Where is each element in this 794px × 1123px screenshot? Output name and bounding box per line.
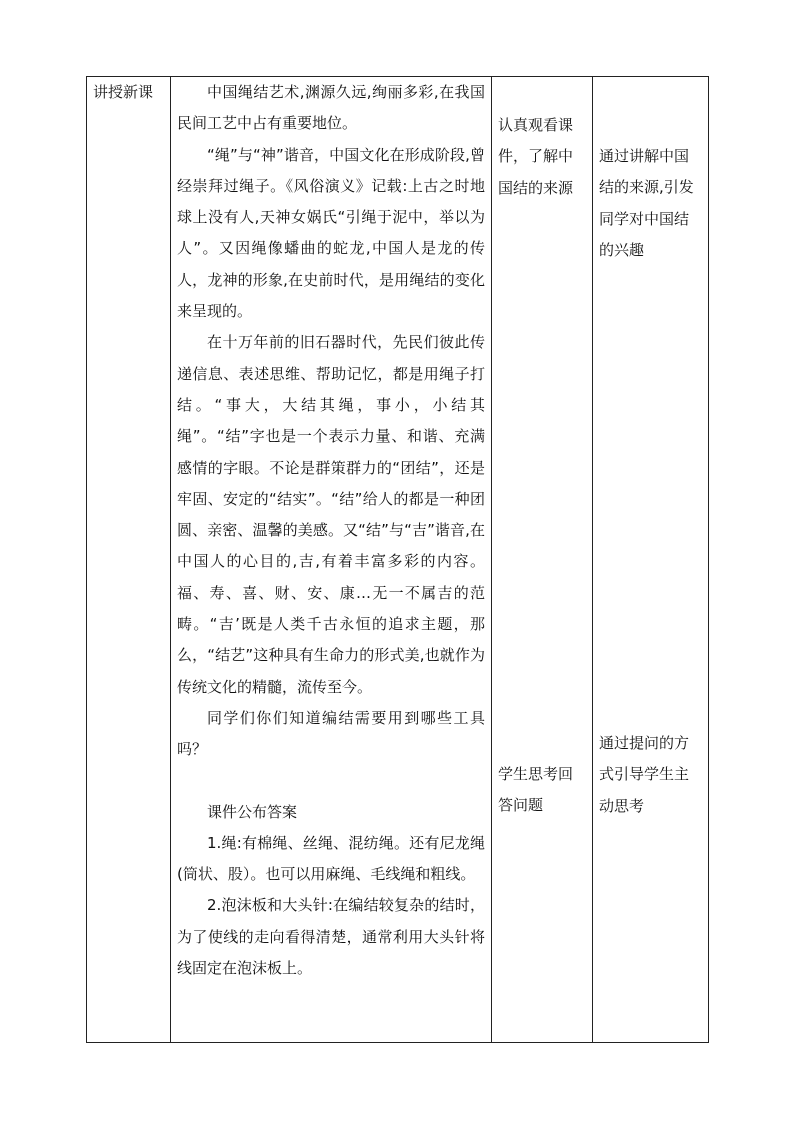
design-purpose-thinking: 通过提问的方式引导学生主动思考 [599, 734, 690, 815]
answer-paragraph-foam-board: 2.泡沫板和大头针:在编结较复杂的结时，为了使线的走向看得清楚，通常利用大头针将线固定在泡沫板上。 [177, 896, 485, 978]
lesson-plan-table [86, 76, 709, 1043]
answer-heading: 课件公布答案 [207, 802, 298, 821]
content-paragraph-knot-meaning: 在十万年前的旧石器时代，先民们彼此传递信息、表述思维、帮助记忆，都是用绳子打结。“事大，大结其绳，事小，小结其绳”。“结”字也是一个表示力量、和谐、充满感情的字眼。不论是群策群力的“团结”，还是牢固、安定的“结实”。“结”给人的都是一种团圆、亲密、温馨的美感。又“结”与“吉”谐音,在中国人的心目的,吉,有着丰富多彩的内容。福、寿、喜、财、安、康…无一不属吉的范畴。“吉’既是人类千古永恒的追求主题，那么，“结艺”这种具有生命力的形式美,也就作为传统文化的精髓，流传至今。 [177, 333, 485, 696]
spacer [177, 766, 485, 797]
content-paragraph-origin: 中国绳结艺术,渊源久远,绚丽多彩,在我国民间工艺中占有重要地位。 [177, 83, 485, 133]
student-activity-watch: 认真观看课件，了解中国结的来源 [498, 116, 574, 197]
content-paragraph-question: 同学们你们知道编结需要用到哪些工具吗？ [177, 708, 485, 759]
design-purpose-interest: 通过讲解中国结的来源,引发同学对中国结的兴趣 [599, 147, 694, 259]
answer-paragraph-rope: 1.绳:有棉绳、丝绳、混纺绳。还有尼龙绳(筒状、股）。也可以用麻绳、毛线绳和粗线。 [177, 833, 485, 884]
content-cell [171, 77, 492, 1043]
segment-label: 讲授新课 [93, 83, 154, 101]
student-activity-cell [492, 77, 593, 1043]
table-row [87, 77, 709, 1043]
content-paragraph-rope-god: “绳”与“神”谐音，中国文化在形成阶段,曾经崇拜过绳子。《风俗演义》记载:上古之时地球上没有人,天神女娲氏“引绳于泥中，举以为人”。又因绳像蟠曲的蛇龙,中国人是龙的传人，龙神的形象,在史前时代，是用绳结的变化来呈现的。 [177, 145, 485, 321]
design-purpose-cell [593, 77, 709, 1043]
segment-cell [87, 77, 171, 1043]
student-activity-answer: 学生思考回答问题 [498, 764, 574, 815]
